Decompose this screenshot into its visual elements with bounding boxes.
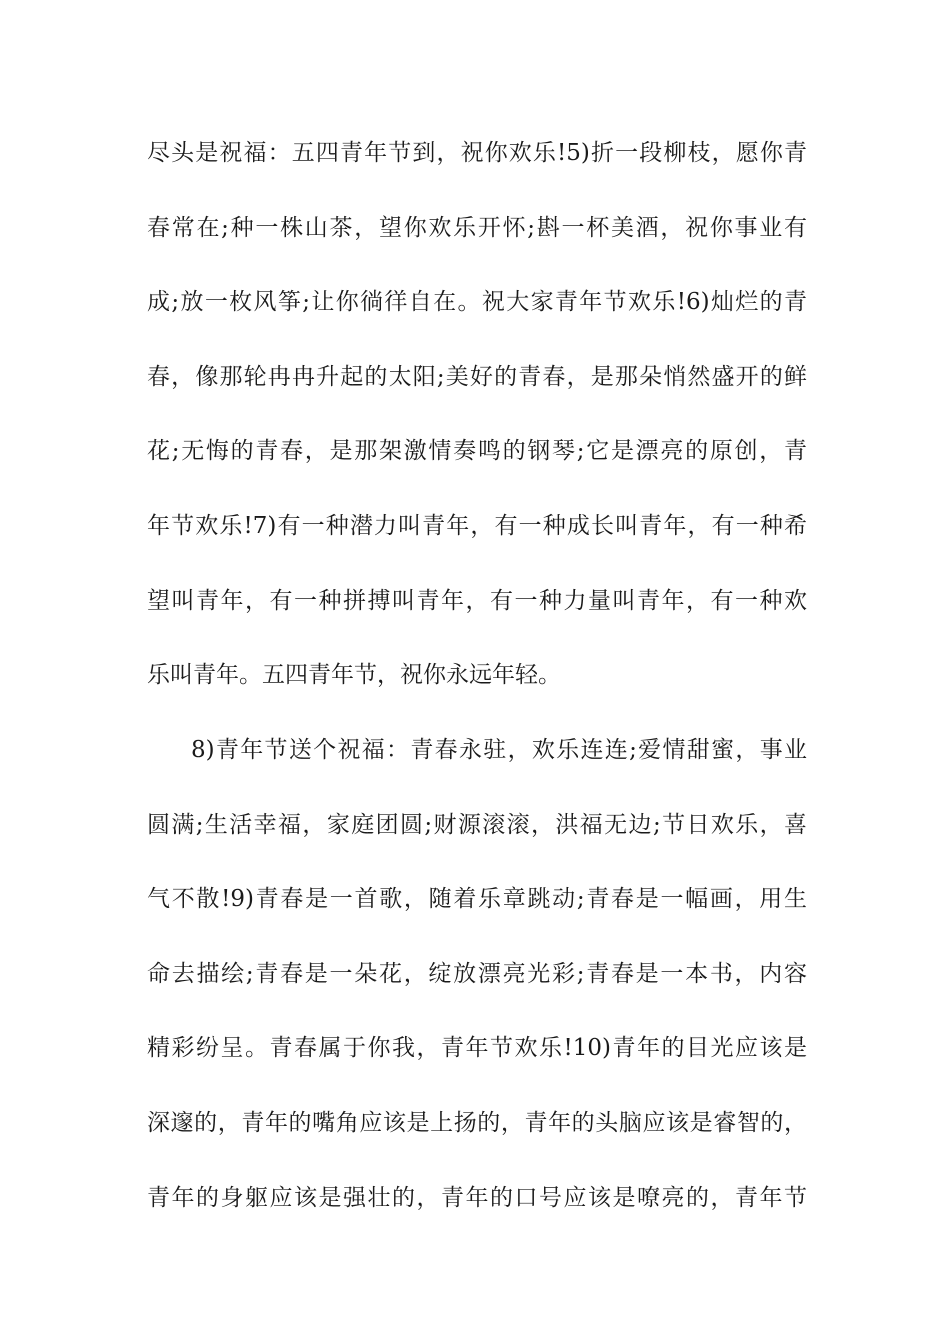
paragraph-2: [147, 735, 807, 1257]
text-line: 圆满;生活幸福，家庭团圆;财源滚滚，洪福无边;节日欢乐，喜: [147, 811, 807, 838]
text-line: 尽头是祝福：五四青年节到，祝你欢乐!5)折一段柳枝，愿你青: [147, 140, 807, 166]
text-line: 精彩纷呈。青春属于你我，青年节欢乐!10)青年的目光应该是: [147, 1035, 807, 1062]
text-line: 花;无悔的青春，是那架激情奏鸣的钢琴;它是漂亮的原创，青: [147, 438, 807, 465]
text-line: 青年的身躯应该是强壮的，青年的口号应该是嘹亮的，青年节: [147, 1184, 807, 1211]
text-line: 乐叫青年。五四青年节，祝你永远年轻。: [147, 662, 561, 689]
text-line: 深邃的，青年的嘴角应该是上扬的，青年的头脑应该是睿智的，: [147, 1109, 807, 1136]
text-line: 命去描绘;青春是一朵花，绽放漂亮光彩;青春是一本书，内容: [147, 960, 807, 987]
text-line: 气不散!9)青春是一首歌，随着乐章跳动;青春是一幅画，用生: [147, 886, 807, 913]
text-line: 成;放一枚风筝;让你徜徉自在。祝大家青年节欢乐!6)灿烂的青: [147, 289, 807, 316]
text-line: 望叫青年，有一种拼搏叫青年，有一种力量叫青年，有一种欢: [147, 587, 807, 614]
text-line: 8)青年节送个祝福：青春永驻，欢乐连连;爱情甜蜜，事业: [191, 737, 807, 763]
text-line: 春，像那轮冉冉升起的太阳;美好的青春，是那朵悄然盛开的鲜: [147, 363, 807, 390]
text-line: 春常在;种一株山茶，望你欢乐开怀;斟一杯美酒，祝你事业有: [147, 214, 807, 241]
text-line: 年节欢乐!7)有一种潜力叫青年，有一种成长叫青年，有一种希: [147, 512, 807, 539]
paragraph-1: [147, 138, 807, 735]
